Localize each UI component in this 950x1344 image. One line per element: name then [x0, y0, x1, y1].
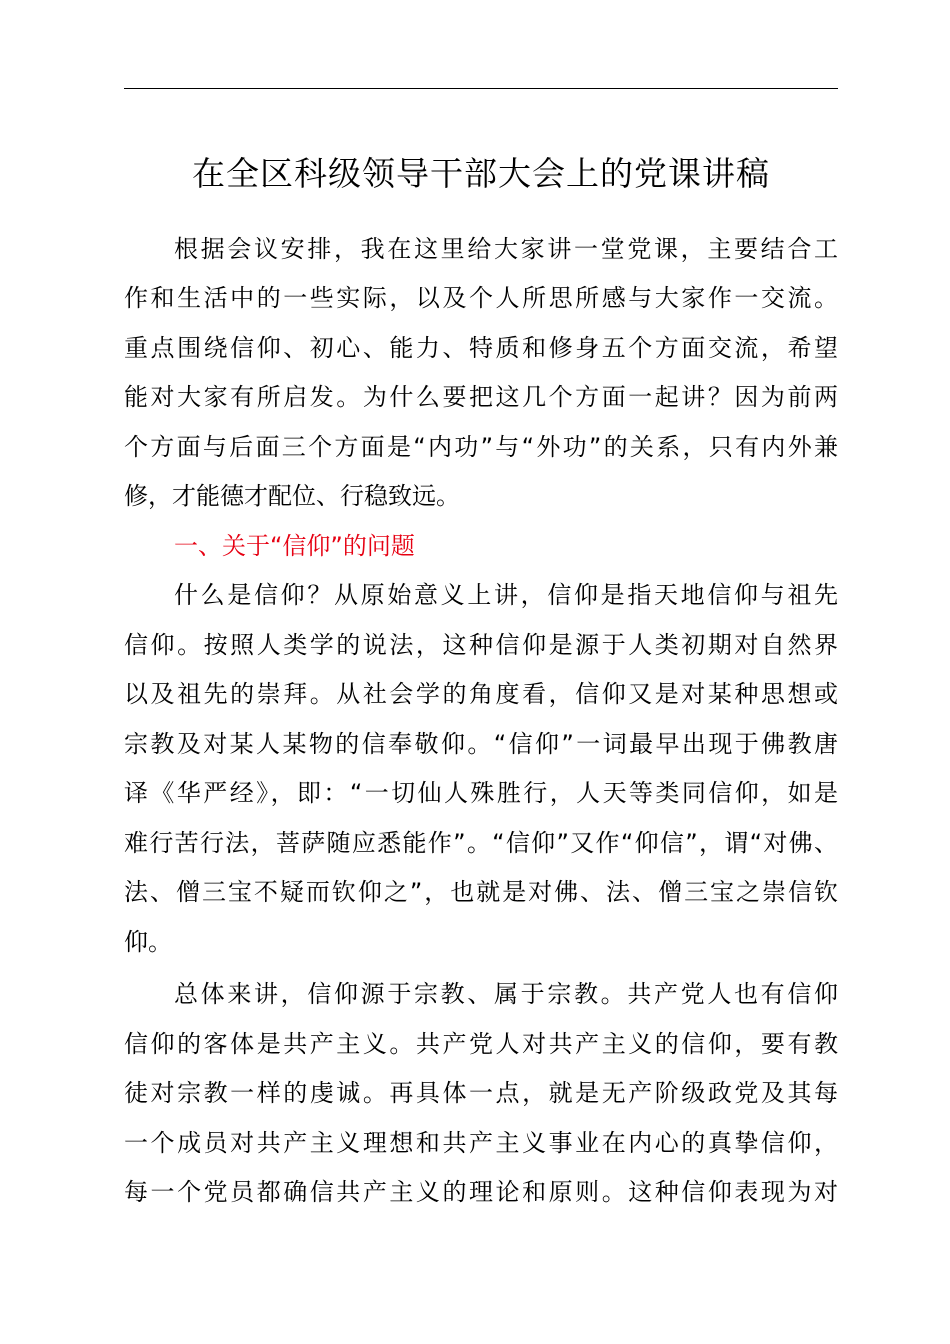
paragraph-2-line-1: 什么是信仰？从原始意义上讲，信仰是指天地信仰与祖先	[174, 581, 838, 609]
paragraph-1-line-3: 重点围绕信仰、初心、能力、特质和修身五个方面交流，希望	[124, 334, 838, 362]
paragraph-2-line-6: 难行苦行法，菩萨随应悉能作”。“信仰”又作“仰信”，谓“对佛、	[124, 829, 838, 857]
paragraph-2-line-4: 宗教及对某人某物的信奉敬仰。“信仰”一词最早出现于佛教唐	[124, 730, 838, 758]
paragraph-2-line-5: 译《华严经》，即：“一切仙人殊胜行，人天等类同信仰，如是	[124, 779, 838, 807]
paragraph-3-line-5: 每一个党员都确信共产主义的理论和原则。这种信仰表现为对	[124, 1178, 838, 1206]
paragraph-1-line-6: 修，才能德才配位、行稳致远。	[124, 482, 460, 510]
paragraph-2-line-2: 信仰。按照人类学的说法，这种信仰是源于人类初期对自然界	[124, 631, 838, 659]
paragraph-1-line-2: 作和生活中的一些实际，以及个人所思所感与大家作一交流。	[124, 284, 838, 312]
paragraph-3-line-4: 一个成员对共产主义理想和共产主义事业在内心的真挚信仰，	[124, 1129, 838, 1157]
paragraph-1-line-1: 根据会议安排，我在这里给大家讲一堂党课，主要结合工	[174, 235, 838, 263]
section-1-heading: 一、关于“信仰”的问题	[174, 532, 415, 560]
paragraph-2-line-3: 以及祖先的崇拜。从社会学的角度看，信仰又是对某种思想或	[124, 680, 838, 708]
paragraph-3-line-1: 总体来讲，信仰源于宗教、属于宗教。共产党人也有信仰	[174, 980, 838, 1008]
document-title: 在全区科级领导干部大会上的党课讲稿	[192, 154, 770, 193]
header-rule	[124, 88, 838, 89]
paragraph-1-line-4: 能对大家有所启发。为什么要把这几个方面一起讲？因为前两	[124, 383, 838, 411]
paragraph-2-line-8: 仰。	[124, 928, 172, 956]
paragraph-1-line-5: 个方面与后面三个方面是“内功”与“外功”的关系，只有内外兼	[124, 433, 838, 461]
paragraph-3-line-3: 徒对宗教一样的虔诚。再具体一点，就是无产阶级政党及其每	[124, 1079, 838, 1107]
paragraph-3-line-2: 信仰的客体是共产主义。共产党人对共产主义的信仰，要有教	[124, 1030, 838, 1058]
paragraph-2-line-7: 法、僧三宝不疑而钦仰之”，也就是对佛、法、僧三宝之崇信钦	[124, 878, 838, 906]
